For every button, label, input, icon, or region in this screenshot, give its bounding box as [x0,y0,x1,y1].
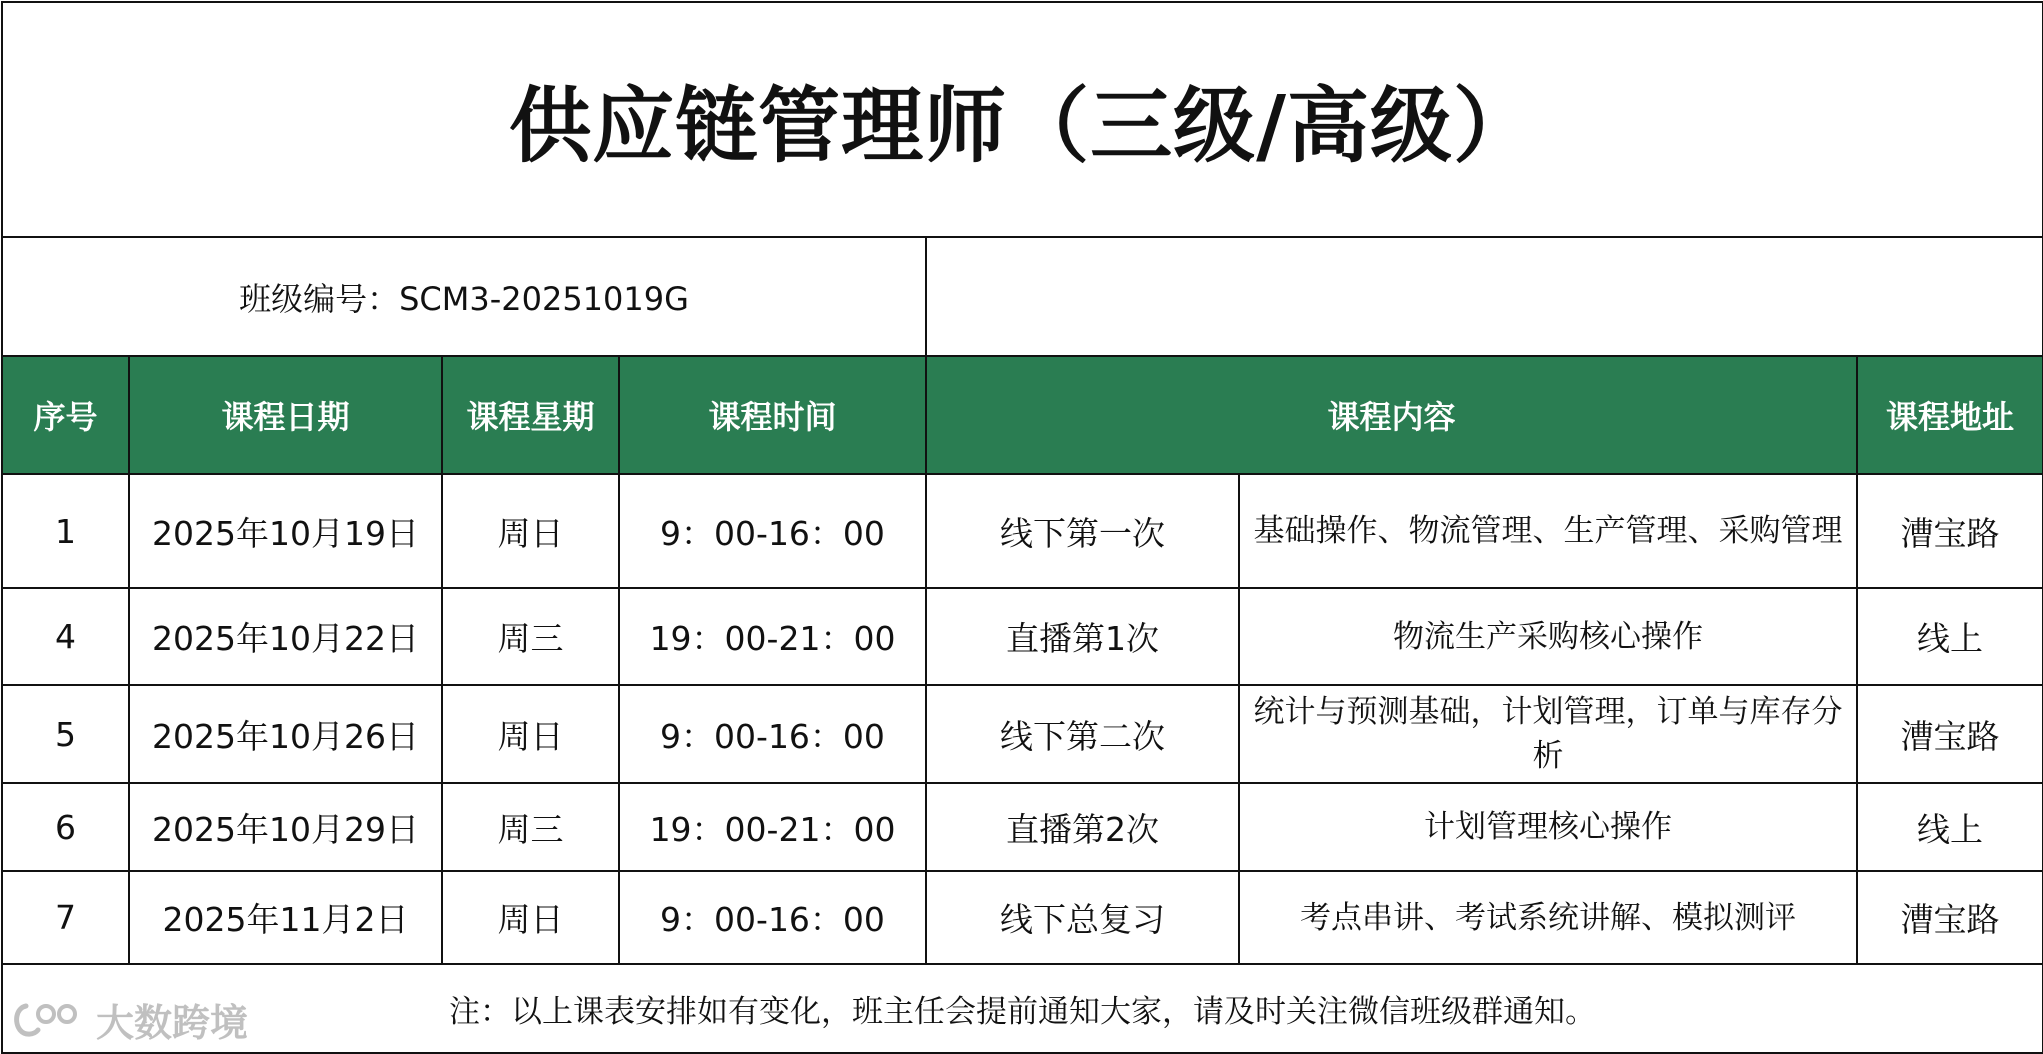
cell-weekday: 周三 [442,588,619,685]
footnote: 注：以上课表安排如有变化，班主任会提前通知大家，请及时关注微信班级群通知。 [2,964,2043,1053]
cell-session: 直播第1次 [926,588,1239,685]
cell-no: 7 [2,871,129,964]
header-no: 序号 [2,356,129,474]
header-date: 课程日期 [129,356,442,474]
header-content: 课程内容 [926,356,1857,474]
header-weekday: 课程星期 [442,356,619,474]
cell-date: 2025年10月19日 [129,474,442,588]
watermark-text: 大数跨境 [96,1001,249,1045]
cell-weekday: 周日 [442,871,619,964]
cell-date: 2025年10月22日 [129,588,442,685]
class-code: 班级编号：SCM3-20251019G [2,237,926,356]
cell-date: 2025年10月26日 [129,685,442,783]
cell-no: 5 [2,685,129,783]
cell-content: 物流生产采购核心操作 [1239,588,1857,685]
watermark [12,992,248,1047]
cell-location: 漕宝路 [1857,685,2043,783]
cell-session: 线下第二次 [926,685,1239,783]
cell-content: 考点串讲、考试系统讲解、模拟测评 [1239,871,1857,964]
cell-weekday: 周日 [442,685,619,783]
cell-no: 1 [2,474,129,588]
cell-weekday: 周日 [442,474,619,588]
cell-location: 漕宝路 [1857,474,2043,588]
schedule-table [1,1,2043,1054]
table-row [2,685,2043,783]
cell-time: 9：00-16：00 [619,685,926,783]
header-time: 课程时间 [619,356,926,474]
cell-time: 9：00-16：00 [619,871,926,964]
cell-time: 9：00-16：00 [619,474,926,588]
cell-date: 2025年10月29日 [129,783,442,871]
cell-session: 线下第一次 [926,474,1239,588]
table-row [2,783,2043,871]
cell-time: 19：00-21：00 [619,588,926,685]
table-row [2,588,2043,685]
table-row [2,871,2043,964]
cell-session: 线下总复习 [926,871,1239,964]
cell-time: 19：00-21：00 [619,783,926,871]
class-code-blank [926,237,2043,356]
cell-location: 漕宝路 [1857,871,2043,964]
cell-content: 统计与预测基础，计划管理，订单与库存分析 [1239,685,1857,783]
cell-location: 线上 [1857,783,2043,871]
cell-no: 4 [2,588,129,685]
cell-location: 线上 [1857,588,2043,685]
brand-logo-icon [12,1000,86,1040]
cell-session: 直播第2次 [926,783,1239,871]
cell-date: 2025年11月2日 [129,871,442,964]
cell-content: 计划管理核心操作 [1239,783,1857,871]
header-row [2,356,2043,474]
header-location: 课程地址 [1857,356,2043,474]
cell-content: 基础操作、物流管理、生产管理、采购管理 [1239,474,1857,588]
cell-no: 6 [2,783,129,871]
table-row [2,474,2043,588]
page-title: 供应链管理师（三级/高级） [2,2,2043,237]
cell-weekday: 周三 [442,783,619,871]
